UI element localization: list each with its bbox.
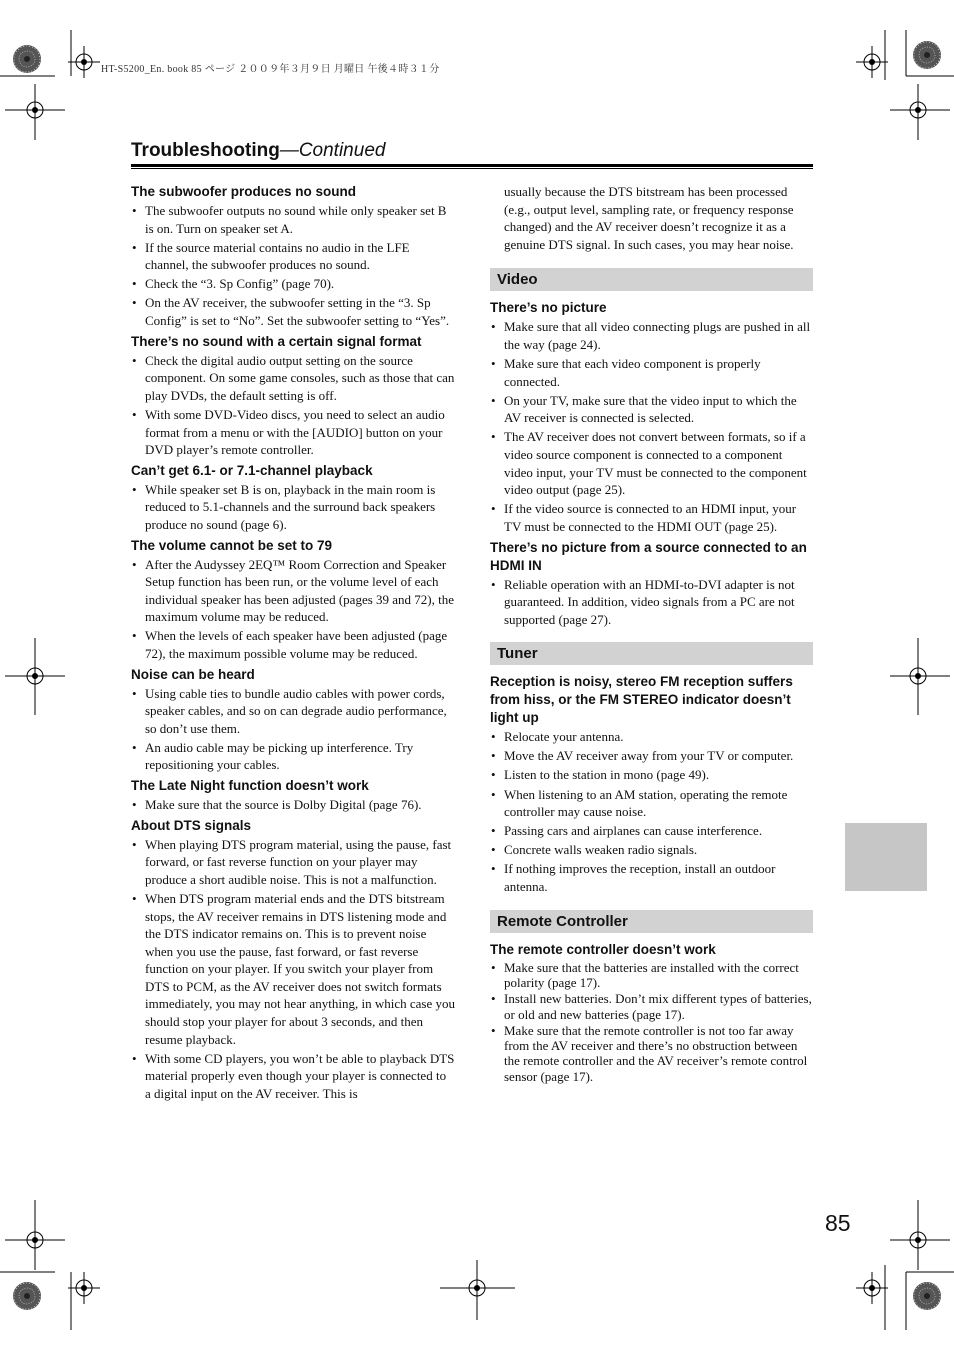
bullet-item: • If nothing improves the reception, install an outdoor antenna. [490, 860, 813, 895]
sunburst-icon [13, 45, 41, 73]
bullet-list [131, 481, 455, 534]
topic-heading: The volume cannot be set to 79 [131, 537, 333, 553]
title-rule-thin [131, 168, 813, 169]
bullet-item: • On the AV receiver, the subwoofer setting in the “3. Sp Config” is set to “No”. Set the subwoofer setting to “Yes”. [131, 294, 455, 329]
left-column [131, 183, 455, 1106]
bullet-list [490, 728, 813, 895]
bullet-item: • The AV receiver does not convert between formats, so if a video source component is connected to a component video input, your TV must be connected to the component video output (page 25). [490, 428, 813, 498]
bullet-list [490, 576, 813, 629]
sunburst-icon [913, 41, 941, 69]
topic-heading: The subwoofer produces no sound [131, 184, 357, 199]
bullet-item: • Make sure that the remote controller is not too far away from the AV receiver and there’s no obstruction between the remote controller and the AV receiver’s remote control sensor (page 17). [490, 1023, 813, 1084]
bullet-item: • Concrete walls weaken radio signals. [490, 841, 813, 859]
bullet-list [131, 836, 455, 1103]
topic-heading: The remote controller doesn’t work [490, 941, 716, 957]
right-sections [490, 268, 813, 1084]
title-rule [131, 164, 813, 167]
bullet-item: • If the source material contains no audio in the LFE channel, the subwoofer produces no sound. [131, 239, 455, 274]
topic-heading: Noise can be heard [131, 666, 255, 682]
topic-heading: There’s no picture [490, 300, 607, 316]
bullet-item: • Reliable operation with an HDMI-to-DVI adapter is not guaranteed. In addition, video signals from a PC are not supported (page 27). [490, 576, 813, 629]
bullet-item: • Passing cars and airplanes can cause interference. [490, 822, 813, 840]
bullet-list [131, 352, 455, 459]
bullet-item: • Relocate your antenna. [490, 728, 813, 746]
print-header: HT-S5200_En. book 85 ページ ２００９年３月９日 月曜日 午後４時３１分 [101, 64, 440, 75]
crosshair-icon [68, 1272, 100, 1304]
bullet-list [131, 796, 455, 814]
bullet-item: • Make sure that the batteries are installed with the correct polarity (page 17). [490, 960, 813, 991]
page-title-continued: —Continued [279, 140, 386, 161]
bullet-item: • When DTS program material ends and the DTS bitstream stops, the AV receiver remains in DTS listening mode and the DTS indicator remains on. This is to prevent noise when you use the pause, fast forward, or fast reverse function on your player. If you switch your player from DTS to PCM, as the AV receiver does not switch formats immediately, you may not hear anything, in which case you should stop your player for about 3 seconds, and then resume playback. [131, 890, 455, 1048]
bullet-item: • When playing DTS program material, using the pause, fast forward, or fast reverse function on your player may produce a short audible noise. This is not a malfunction. [131, 836, 455, 889]
bullet-item: • Make sure that each video component is properly connected. [490, 355, 813, 390]
topic-heading: The Late Night function doesn’t work [131, 778, 369, 794]
topic-heading: There’s no picture from a source connected to an HDMI IN [490, 539, 807, 573]
bullet-item: • After the Audyssey 2EQ™ Room Correction and Speaker Setup function has been run, or the volume level of each individual speaker has been adjusted (pages 39 and 72), the maximum volume may be reduced. [131, 556, 455, 626]
page-number: 85 [825, 1210, 851, 1236]
sunburst-icon [13, 1282, 41, 1310]
bullet-item: • Check the “3. Sp Config” (page 70). [131, 275, 455, 293]
chapter-side-tab [845, 823, 927, 891]
bullet-item: • When listening to an AM station, operating the remote controller may cause noise. [490, 786, 813, 821]
bullet-item: • When the levels of each speaker have been adjusted (page 72), the maximum possible volume may be reduced. [131, 627, 455, 662]
bullet-item: • With some CD players, you won’t be able to playback DTS material properly even though your player is connected to a digital input on the AV receiver. This is [131, 1050, 455, 1103]
crosshair-icon [68, 46, 100, 78]
bullet-item: • Listen to the station in mono (page 49). [490, 766, 813, 784]
continued-text: usually because the DTS bitstream has been processed (e.g., output level, sampling rate, or frequency response changed) and the AV receiver doesn’t recognize it as a genuine DTS signal. In such cases, you may hear noise. [504, 184, 794, 252]
sunburst-icon [913, 1282, 941, 1310]
crosshair-icon [856, 1272, 888, 1304]
bullet-list [490, 318, 813, 535]
bullet-item: • With some DVD-Video discs, you need to select an audio format from a menu or with the [AUDIO] button on your DVD player’s remote controller. [131, 406, 455, 459]
section-bar: Remote Controller [490, 910, 813, 933]
bullet-list [131, 685, 455, 774]
right-column [490, 183, 813, 1087]
bullet-list [131, 202, 455, 330]
section-bar: Tuner [490, 642, 813, 665]
bullet-item: • Make sure that all video connecting plugs are pushed in all the way (page 24). [490, 318, 813, 353]
bullet-item: • Using cable ties to bundle audio cables with power cords, speaker cables, and so on can degrade audio performance, so don’t use them. [131, 685, 455, 738]
bullet-item: • Install new batteries. Don’t mix different types of batteries, or old and new batteries (page 17). [490, 991, 813, 1022]
bullet-item: • The subwoofer outputs no sound while only speaker set B is on. Turn on speaker set A. [131, 202, 455, 237]
section-bar: Video [490, 268, 813, 291]
bullet-item: • Move the AV receiver away from your TV or computer. [490, 747, 813, 765]
page-title [131, 139, 385, 163]
bullet-item: • While speaker set B is on, playback in the main room is reduced to 5.1-channels and the surround back speakers produce no sound (page 6). [131, 481, 455, 534]
bullet-item: • If the video source is connected to an HDMI input, your TV must be connected to the HDMI OUT (page 25). [490, 500, 813, 535]
topic-heading: About DTS signals [131, 817, 252, 833]
crosshair-icon [856, 46, 888, 78]
bullet-list [131, 556, 455, 663]
topic-heading: Reception is noisy, stereo FM reception suffers from hiss, or the FM STEREO indicator doesn’t light up [490, 674, 793, 726]
bullet-item: • Check the digital audio output setting on the source component. On some game consoles, such as those that can play DVDs, the default setting is off. [131, 352, 455, 405]
bullet-item: • Make sure that the source is Dolby Digital (page 76). [131, 796, 455, 814]
page-title-main: Troubleshooting [131, 140, 280, 161]
bullet-item: • An audio cable may be picking up interference. Try repositioning your cables. [131, 739, 455, 774]
bullet-list [490, 960, 813, 1084]
topic-heading: Can’t get 6.1- or 7.1-channel playback [131, 462, 373, 478]
topic-heading: There’s no sound with a certain signal format [131, 333, 422, 349]
bullet-item: • On your TV, make sure that the video input to which the AV receiver is connected is selected. [490, 392, 813, 427]
